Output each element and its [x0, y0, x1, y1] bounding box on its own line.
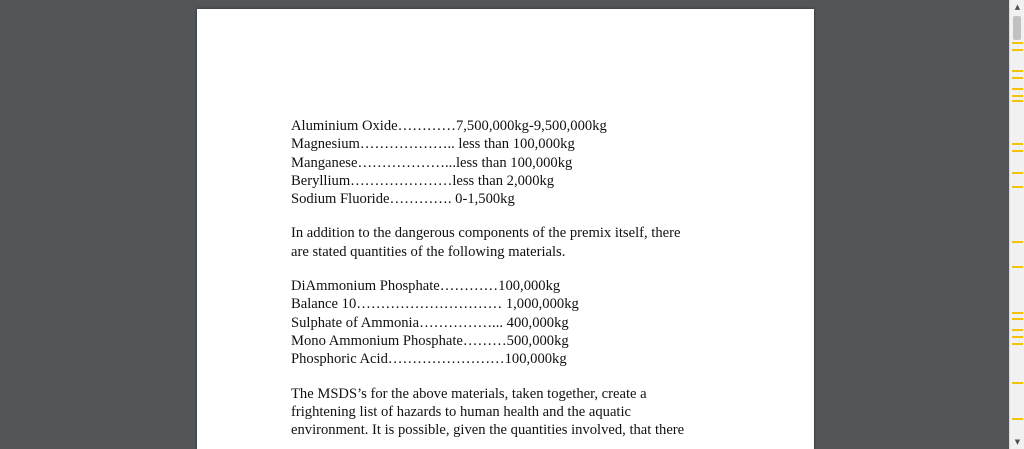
paragraph-line: frightening list of hazards to human health and the aquatic [291, 403, 632, 420]
list-item: DiAmmonium Phosphate…………100,000kg [291, 278, 561, 295]
search-marker [1012, 88, 1023, 90]
paragraph-line: In addition to the dangerous components of the premix itself, there [291, 225, 681, 242]
list-item: Manganese………………...less than 100,000kg [291, 154, 573, 171]
search-marker [1012, 49, 1023, 51]
search-marker [1012, 95, 1023, 97]
search-marker [1012, 42, 1023, 44]
vertical-scrollbar[interactable] [1009, 0, 1024, 449]
search-marker [1012, 418, 1023, 420]
search-marker [1012, 70, 1023, 72]
page-content [291, 117, 751, 439]
list-item: Phosphoric Acid……………………100,000kg [291, 351, 567, 368]
materials-list-1 [291, 117, 751, 208]
search-marker [1012, 241, 1023, 243]
paragraph-line: environment. It is possible, given the quantities involved, that there [291, 422, 685, 439]
search-marker [1012, 100, 1023, 102]
paragraph-line: are stated quantities of the following materials. [291, 243, 566, 260]
list-item: Sulphate of Ammonia……………... 400,000kg [291, 314, 569, 331]
search-marker [1012, 382, 1023, 384]
search-marker [1012, 336, 1023, 338]
scroll-down-icon[interactable]: ▼ [1014, 438, 1021, 446]
list-item: Balance 10………………………… 1,000,000kg [291, 296, 579, 313]
paragraph-2 [291, 385, 751, 440]
paragraph-1 [291, 224, 751, 261]
scrollbar-thumb[interactable] [1013, 16, 1021, 40]
search-marker [1012, 329, 1023, 331]
search-marker [1012, 150, 1023, 152]
search-marker [1012, 318, 1023, 320]
paragraph-line: The MSDS’s for the above materials, taken together, create a [291, 385, 647, 402]
pdf-page [197, 9, 814, 449]
search-marker [1012, 143, 1023, 145]
list-item: Magnesium……………….. less than 100,000kg [291, 136, 575, 153]
search-marker [1012, 186, 1023, 188]
search-marker [1012, 312, 1023, 314]
search-marker [1012, 343, 1023, 345]
search-marker [1012, 266, 1023, 268]
search-marker [1012, 172, 1023, 174]
scroll-up-icon[interactable]: ▲ [1014, 3, 1021, 11]
search-marker [1012, 77, 1023, 79]
list-item: Aluminium Oxide…………7,500,000kg-9,500,000kg [291, 118, 607, 134]
list-item: Mono Ammonium Phosphate………500,000kg [291, 332, 569, 349]
list-item: Sodium Fluoride…………. 0-1,500kg [291, 191, 515, 208]
materials-list-2 [291, 277, 751, 368]
list-item: Beryllium…………………less than 2,000kg [291, 172, 555, 189]
